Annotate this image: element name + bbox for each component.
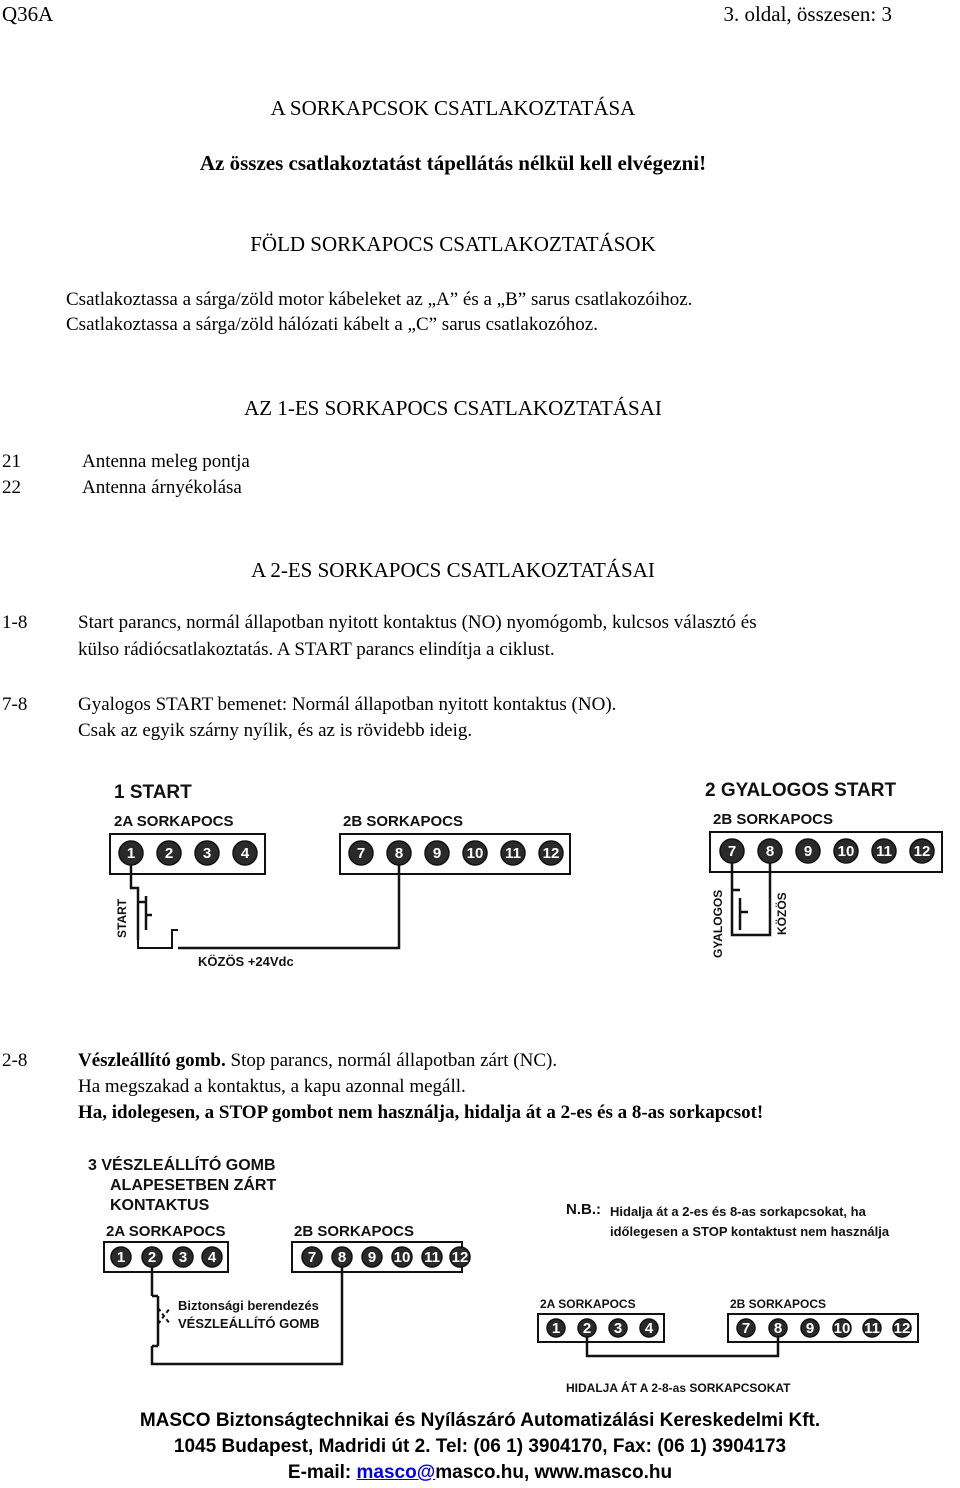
svg-text:11: 11 [424,1249,440,1266]
svg-text:9: 9 [805,1320,815,1337]
terminal-group-2a [119,841,257,865]
svg-text:1: 1 [551,1320,561,1337]
start-switch-label: START [115,898,129,938]
emergency-stop-line2: Ha megszakad a kontaktus, a kapu azonnal megáll. [78,1076,466,1097]
terminal-9 [425,841,449,865]
warning-subtitle: Az összes csatlakoztatást tápellátás nélkül kell elvégezni! [199,151,707,175]
svg-text:3: 3 [613,1320,623,1337]
terminal-3 [609,1319,627,1337]
nb-text-line2: időlegesen a STOP kontaktust nem használja [610,1224,890,1239]
terminal-group-2a [111,1247,222,1267]
terminal-8 [387,841,411,865]
nb-text-line1: Hidalja át a 2-es és 8-as sorkapcsokat, ha [610,1204,866,1219]
terminal-8 [758,839,782,863]
svg-text:12: 12 [913,843,931,860]
terminal-1 [119,841,143,865]
emergency-stop-warning: Ha, idolegesen, a STOP gombot nem használja, hidalja át a 2-es és a 8-as sorkapcsot! [78,1102,764,1123]
block-label-2b-right: 2B SORKAPOCS [713,811,834,828]
svg-text:8: 8 [765,843,775,860]
terminal-7 [349,841,373,865]
emergency-stop-line1 [78,1050,557,1072]
bridge-wire [587,1337,778,1356]
footer-contact [0,1462,960,1484]
terminal-11 [422,1247,442,1267]
terminal-10 [392,1247,412,1267]
bridge-block-label-2b: 2B SORKAPOCS [730,1297,827,1311]
bridge-block-label-2a: 2A SORKAPOCS [540,1297,636,1311]
svg-text:2: 2 [164,845,174,862]
page-indicator: 3. oldal, összesen: 3 [723,2,892,26]
terminal-4 [640,1319,658,1337]
svg-text:1: 1 [116,1249,126,1266]
terminal-12 [910,839,934,863]
block-label-2a: 2A SORKAPOCS [114,813,234,830]
terminal-1 [547,1319,565,1337]
item-text-line2: Csak az egyik szárny nyílik, és az is rövidebb ideig. [78,720,473,741]
footer-company: MASCO Biztonságtechnikai és Nyílászáró Automatizálási Kereskedelmi Kft. [139,1410,821,1431]
pushbutton-symbol [138,896,152,930]
terminal-2 [578,1319,596,1337]
svg-text:11: 11 [505,845,521,862]
wire-start [131,865,138,940]
svg-text:10: 10 [393,1249,411,1266]
terminal-12 [450,1247,470,1267]
terminal-group-2b-right [720,839,934,863]
terminal-2 [142,1247,162,1267]
terminal-2 [157,841,181,865]
terminal-8 [769,1319,787,1337]
nb-label: N.B.: [566,1201,601,1218]
section-title-ground: FÖLD SORKAPOCS CSATLAKOZTATÁSOK [250,232,656,256]
svg-text:7: 7 [727,843,737,860]
footer-address: 1045 Budapest, Madridi út 2. Tel: (06 1) 3904170, Fax: (06 1) 3904173 [173,1436,787,1457]
diagram-title-line2: ALAPESETBEN ZÁRT [110,1177,277,1194]
email-link[interactable]: masco@ [356,1462,436,1483]
terminal-3 [173,1247,193,1267]
terminal-10 [833,1319,851,1337]
terminal-group-2b [349,841,563,865]
diagram-title-pedestrian: 2 GYALOGOS START [705,780,897,801]
block-label-2b: 2B SORKAPOCS [343,813,464,830]
svg-text:7: 7 [741,1320,751,1337]
bridge-terminal-group-2a [547,1319,658,1337]
block-label-2a: 2A SORKAPOCS [106,1223,226,1240]
terminal-block-2b [340,834,570,874]
svg-text:4: 4 [207,1249,217,1266]
svg-text:11: 11 [864,1320,880,1337]
diagram-title-line1: 3 VÉSZLEÁLLÍTÓ GOMB [88,1157,276,1174]
bridge-label: HIDALJA ÁT A 2-8-as SORKAPCSOKAT [566,1381,791,1395]
svg-text:4: 4 [644,1320,654,1337]
block-label-2b: 2B SORKAPOCS [294,1223,415,1240]
svg-text:9: 9 [432,845,442,862]
terminal-group-2b [302,1247,470,1267]
diagram-title-start: 1 START [114,782,192,803]
common-label: KÖZÖS +24Vdc [198,954,294,969]
terminal-11 [863,1319,881,1337]
email-prefix: E-mail: [287,1462,357,1483]
section-title-terminals: A SORKAPCSOK CSATLAKOZTATÁSA [270,96,636,120]
item-number: 2-8 [2,1050,28,1071]
wiring-diagram-start [0,770,960,1010]
emergency-stop-lead: Vészleállító gomb. [78,1050,226,1071]
svg-text:1: 1 [126,845,136,862]
svg-text:2: 2 [582,1320,592,1337]
wiring-diagram-emergency-stop [0,1146,960,1398]
item-text: Antenna árnyékolása [82,477,242,498]
terminal-9 [362,1247,382,1267]
item-number: 21 [2,451,21,472]
wire-common-right [740,863,770,935]
device-label-line1: Biztonsági berendezés [178,1298,319,1313]
terminal-10 [834,839,858,863]
terminal-9 [801,1319,819,1337]
svg-text:7: 7 [307,1249,317,1266]
emergency-stop-desc: Stop parancs, normál állapotban zárt (NC). [225,1050,558,1071]
svg-text:9: 9 [367,1249,377,1266]
terminal-9 [796,839,820,863]
device-label-line2: VÉSZLEÁLLÍTÓ GOMB [178,1316,320,1331]
pedestrian-switch-symbol [732,890,748,930]
item-text-line1: Gyalogos START bemenet: Normál állapotban nyitott kontaktus (NO). [78,694,617,715]
terminal-8 [332,1247,352,1267]
item-text: Antenna meleg pontja [82,451,250,472]
ground-instruction-2: Csatlakoztassa a sárga/zöld hálózati kábelt a „C” sarus csatlakozóhoz. [66,314,598,335]
svg-text:8: 8 [337,1249,347,1266]
doc-code: Q36A [2,2,54,26]
terminal-10 [463,841,487,865]
terminal-7 [737,1319,755,1337]
svg-text:9: 9 [803,843,813,860]
wire-common [178,865,399,948]
item-number: 1-8 [2,612,28,633]
svg-text:11: 11 [876,843,892,860]
ground-instruction-1: Csatlakoztassa a sárga/zöld motor kábeleket az „A” és a „B” sarus csatlakozóihoz. [66,289,693,310]
item-number: 7-8 [2,694,28,715]
terminal-12 [539,841,563,865]
terminal-4 [233,841,257,865]
svg-text:8: 8 [773,1320,783,1337]
terminal-11 [872,839,896,863]
svg-text:10: 10 [837,843,855,860]
section-title-terminal-1: AZ 1-ES SORKAPOCS CSATLAKOZTATÁSAI [244,396,662,420]
svg-text:7: 7 [356,845,366,862]
terminal-12 [893,1319,911,1337]
terminal-7 [302,1247,322,1267]
bridge-terminal-group-2b [737,1319,911,1337]
item-number: 22 [2,477,21,498]
diagram-title-line3: KONTAKTUS [110,1197,210,1214]
terminal-7 [720,839,744,863]
pedestrian-label: GYALOGOS [711,889,725,958]
item-text-line1: Start parancs, normál állapotban nyitott kontaktus (NO) nyomógomb, kulcsos választó és [78,612,757,633]
terminal-3 [195,841,219,865]
svg-text:3: 3 [202,845,212,862]
terminal-block-2b-right [710,832,942,872]
wire-start-return [138,930,178,948]
svg-text:2: 2 [147,1249,157,1266]
terminal-1 [111,1247,131,1267]
svg-text:4: 4 [240,845,250,862]
bridge-terminal-block-2b [728,1314,918,1342]
svg-text:8: 8 [394,845,404,862]
common-short-label: KÖZÖS [775,892,789,935]
svg-text:12: 12 [542,845,560,862]
svg-text:3: 3 [178,1249,188,1266]
terminal-11 [501,841,525,865]
svg-text:10: 10 [833,1320,851,1337]
terminal-4 [202,1247,222,1267]
section-title-terminal-2: A 2-ES SORKAPOCS CSATLAKOZTATÁSAI [251,558,655,582]
email-domain-websites[interactable]: masco.hu, www.masco.hu [435,1462,673,1483]
nc-contact-symbol [158,1308,170,1324]
svg-text:10: 10 [466,845,484,862]
svg-text:12: 12 [451,1249,469,1266]
svg-text:12: 12 [893,1320,911,1337]
item-text-line2: külso rádiócsatlakoztatás. A START parancs elindítja a ciklust. [78,639,555,660]
